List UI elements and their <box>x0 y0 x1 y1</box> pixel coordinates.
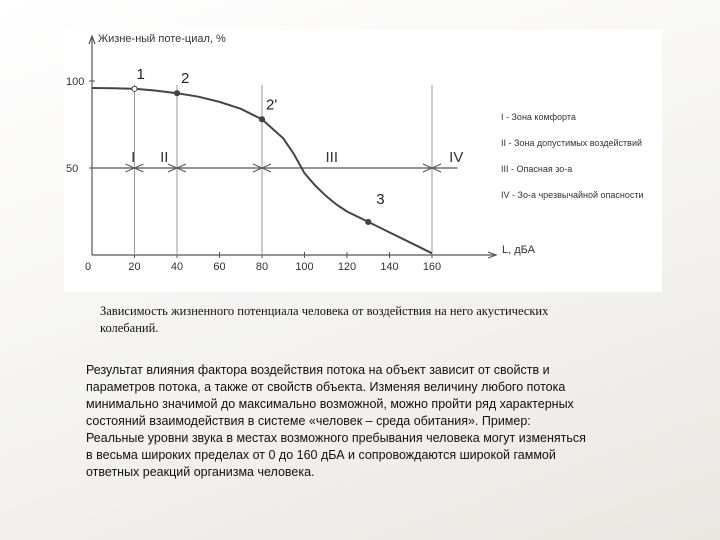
body-paragraph: Результат влияния фактора воздействия потока на объект зависит от свойств и параметров потока, а также от свойств объекта. Изменяя величину любого потока минимально значимой до максимально возможной, можно пройти ряд характерных состояний взаимодействия в системе «человек – среда обитания». Пример: Реальные уровни звука в местах возможного пребывания человека могут изменяться в весьма широких пределах от 0 до 160 дБА и сопровождаются широкой гаммой ответных реакций организма человека. <box>86 363 586 479</box>
chart-figure <box>64 30 662 292</box>
x-tick-label: 40 <box>170 261 184 273</box>
x-tick-label: 80 <box>255 261 269 273</box>
x-tick-label: 100 <box>295 261 314 273</box>
point-label: 3 <box>376 190 385 208</box>
legend-entry: III - Опасная зо-а <box>501 164 573 174</box>
x-tick-label: 20 <box>128 261 141 273</box>
x-tick-label: 140 <box>380 261 399 273</box>
legend-entry: I - Зона комфорта <box>501 112 576 122</box>
point-label: 2' <box>266 96 278 114</box>
y-axis-title: Жизне-ный поте-циал, % <box>98 33 226 45</box>
legend-entry: IV - Зо-а чрезвычайной опасности <box>501 190 644 200</box>
y-tick-label: 100 <box>66 76 85 88</box>
zone-label: IV <box>449 149 464 166</box>
point-label: 1 <box>136 65 145 83</box>
point-label: 2 <box>181 70 190 88</box>
x-axis-title: L, дБА <box>502 244 535 256</box>
data-point <box>259 117 264 122</box>
legend-entry: II - Зона допустимых воздействий <box>501 138 643 148</box>
figure-caption: Зависимость жизненного потенциала человека от воздействия на него акустических колебаний. <box>100 304 549 335</box>
data-point <box>174 91 179 96</box>
data-point <box>366 219 371 224</box>
data-point <box>132 86 137 91</box>
x-tick-label: 60 <box>213 261 226 273</box>
x-tick-label: 0 <box>84 261 92 273</box>
chart-svg <box>64 30 662 292</box>
x-tick-label: 120 <box>337 261 357 273</box>
y-tick-label: 50 <box>66 163 79 175</box>
zone-label: II <box>160 149 169 166</box>
zone-label: I <box>131 149 136 166</box>
zone-label: III <box>325 149 339 166</box>
x-tick-label: 160 <box>422 261 442 273</box>
